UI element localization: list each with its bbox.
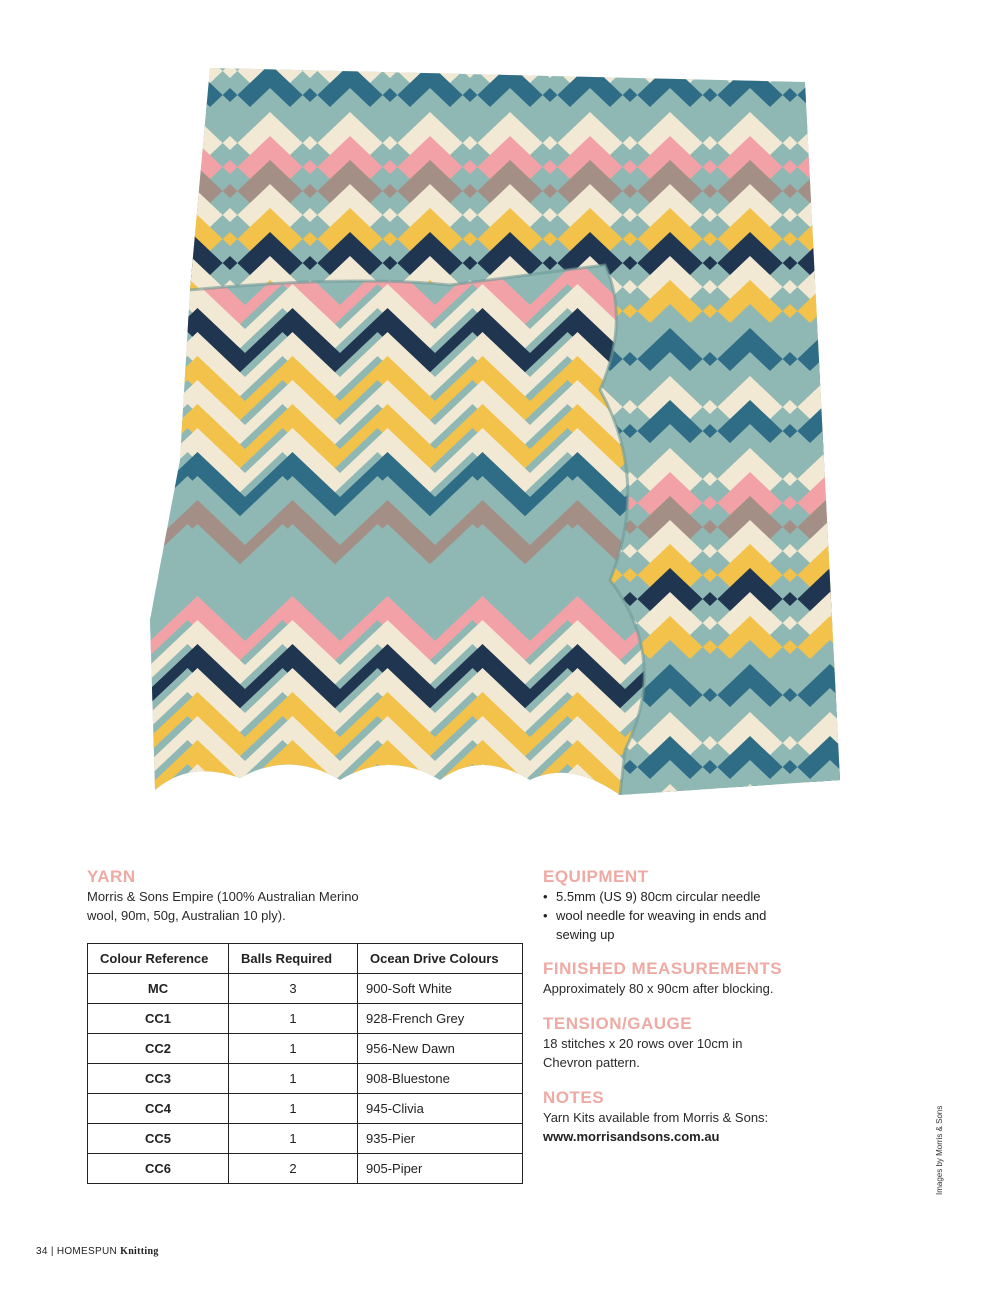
colour-name-cell: 905-Piper [358,1154,523,1184]
colour-reference-cell: MC [88,974,229,1004]
list-item: • wool needle for weaving in ends and sewing up [543,906,803,944]
page-number: 34 [36,1246,48,1257]
notes-heading: NOTES [543,1088,605,1107]
image-credit: Images by Morris & Sons [935,1105,944,1195]
table-row [88,1064,523,1094]
table-row [88,1004,523,1034]
yarn-heading: YARN [87,867,136,886]
list-item: • 5.5mm (US 9) 80cm circular needle [543,887,803,906]
page-footer [36,1246,159,1257]
tension-gauge-text: 18 stitches x 20 rows over 10cm in Chevron pattern. [543,1036,743,1070]
equipment-heading: EQUIPMENT [543,867,649,886]
colour-reference-cell: CC4 [88,1094,229,1124]
balls-required-cell: 1 [229,1034,358,1064]
table-row [88,1034,523,1064]
balls-required-cell: 1 [229,1094,358,1124]
header-balls-required: Balls Required [229,944,358,974]
table-row [88,1124,523,1154]
colour-reference-cell: CC6 [88,1154,229,1184]
colour-reference-cell: CC5 [88,1124,229,1154]
finished-measurements-heading: FINISHED MEASUREMENTS [543,959,783,978]
table-row [88,974,523,1004]
colour-name-cell: 956-New Dawn [358,1034,523,1064]
colour-reference-cell: CC2 [88,1034,229,1064]
magazine-name: HOMESPUN [56,1246,118,1257]
colour-name-cell: 945-Clivia [358,1094,523,1124]
colour-reference-cell: CC1 [88,1004,229,1034]
colour-reference-cell: CC3 [88,1064,229,1094]
blanket-photo [150,60,850,805]
balls-required-cell: 1 [229,1004,358,1034]
balls-required-cell: 1 [229,1124,358,1154]
section-name: Knitting [120,1246,159,1257]
header-colour-reference: Colour Reference [88,944,229,974]
tension-gauge-heading: TENSION/GAUGE [543,1014,693,1033]
table-row [88,1094,523,1124]
colour-name-cell: 935-Pier [358,1124,523,1154]
header-ocean-drive-colours: Ocean Drive Colours [358,944,523,974]
balls-required-cell: 2 [229,1154,358,1184]
finished-measurements-text: Approximately 80 x 90cm after blocking. [543,981,774,996]
table-header-row [88,944,523,974]
yarn-table [87,943,523,1184]
colour-name-cell: 900-Soft White [358,974,523,1004]
balls-required-cell: 3 [229,974,358,1004]
colour-name-cell: 928-French Grey [358,1004,523,1034]
equipment-list [543,887,803,944]
balls-required-cell: 1 [229,1064,358,1094]
table-row [88,1154,523,1184]
notes-text: Yarn Kits available from Morris & Sons: [543,1110,769,1125]
footer-separator: | [50,1246,54,1257]
morris-and-sons-link[interactable]: www.morrisandsons.com.au [543,1129,720,1144]
colour-name-cell: 908-Bluestone [358,1064,523,1094]
yarn-description: Morris & Sons Empire (100% Australian Merino wool, 90m, 50g, Australian 10 ply). [87,889,359,923]
